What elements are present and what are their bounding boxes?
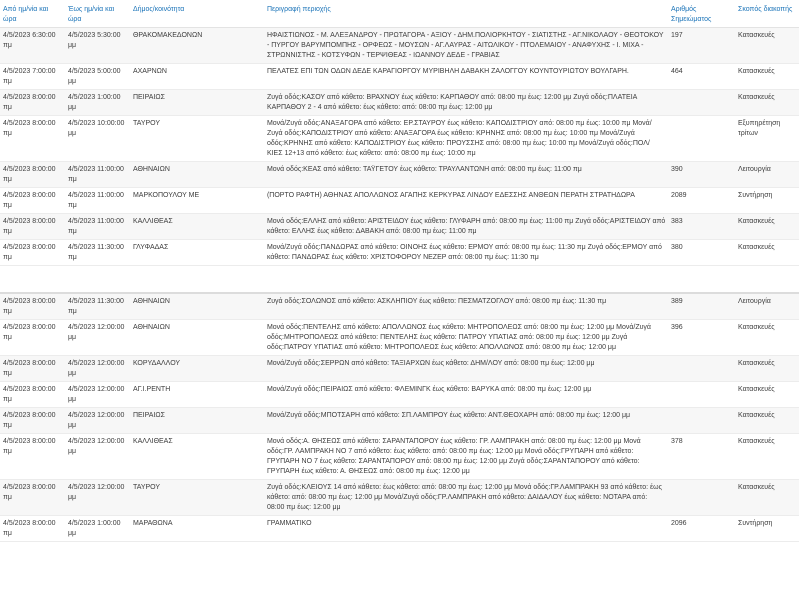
header-municipality[interactable]: Δήμος/κοινότητα — [132, 6, 185, 13]
cell-purpose: Κατασκευές — [738, 360, 775, 367]
table-row — [0, 28, 799, 64]
table-row — [0, 64, 799, 90]
cell-purpose: Κατασκευές — [738, 484, 775, 491]
cell-area: Μονά/Ζυγά οδός:ΜΠΟΤΣΑΡΗ από κάθετο: ΣΠ.ΛΑΜΠΡΟΥ έως κάθετο: ΑΝΤ.ΘΕΟΧΑΡΗ από: 08:00 πμ έως: 12:00 μμ — [266, 412, 631, 419]
cell-purpose: Συντήρηση — [738, 520, 773, 527]
cell-municipality: ΑΘΗΝΑΙΩΝ — [132, 166, 170, 173]
cell-area: ΠΕΛΑΤΕΣ ΕΠΙ ΤΩΝ ΟΔΩΝ ΔΕΔΕ ΚΑΡΑΓΙΟΡΓΟΥ ΜΥΡΙΒΗΛΗ ΔΑΒΑΚΗ ΖΑΛΟΓΓΟΥ ΚΟΥΝΤΟΥΡΙΩΤΟΥ ΒΟΥΛΓΑΡΗ. — [266, 68, 629, 75]
cell-number: 380 — [671, 244, 683, 251]
cell-to: 4/5/2023 1:00:00 μμ — [67, 94, 121, 111]
cell-number — [668, 382, 735, 408]
cell-number: 197 — [671, 32, 683, 39]
page-separator — [0, 266, 799, 294]
cell-purpose: Κατασκευές — [738, 438, 775, 445]
cell-area: (ΠΟΡΤΟ ΡΑΦΤΗ) ΑΘΗΝΑΣ ΑΠΟΛΛΩΝΟΣ ΑΓΑΠΗΣ ΚΕΡΚΥΡΑΣ ΛΙΝΔΟΥ ΕΔΕΣΣΗΣ ΑΝΘΕΩΝ ΠΕΡΑΤΗ ΣΤΡΑΤΗΔΩΡΑ — [266, 192, 635, 199]
outages-table — [0, 0, 799, 266]
table-row — [0, 90, 799, 116]
cell-to: 4/5/2023 11:30:00 πμ — [67, 298, 124, 315]
cell-municipality: ΠΕΙΡΑΙΩΣ — [132, 94, 165, 101]
cell-purpose: Κατασκευές — [738, 324, 775, 331]
cell-municipality: ΜΑΡΑΘΩΝΑ — [132, 520, 173, 527]
cell-from: 4/5/2023 8:00:00 πμ — [3, 120, 56, 137]
table-row — [0, 162, 799, 188]
cell-municipality: ΑΘΗΝΑΙΩΝ — [132, 298, 170, 305]
cell-area: Μονά/Ζυγά οδός:ΠΑΝΔΩΡΑΣ από κάθετο: ΟΙΝΟΗΣ έως κάθετο: ΕΡΜΟΥ από: 08:00 πμ έως: 11:30 πμ Ζυγά οδός:ΕΡΜΟΥ από κάθετο: ΠΑΝΔΩΡΑΣ έως κάθετο: ΧΡΙΣΤΟΦΟΡΟΥ ΝΕΖΕΡ από: 08:00 πμ έως: 11:30 πμ — [266, 244, 662, 261]
table-row — [0, 294, 799, 320]
cell-from: 4/5/2023 8:00:00 πμ — [3, 192, 56, 209]
cell-number: 383 — [671, 218, 683, 225]
cell-area: Μονά/Ζυγά οδός:ΣΕΡΡΩΝ από κάθετο: ΤΑΞΙΑΡΧΩΝ έως κάθετο: ΔΗΜ/ΛΟΥ από: 08:00 πμ έως: 12:00 μμ — [266, 360, 595, 367]
header-purpose[interactable]: Σκοπός διακοπής — [738, 6, 793, 13]
cell-number — [668, 480, 735, 516]
cell-area: ΗΦΑΙΣΤΙΩΝΟΣ - Μ. ΑΛΕΞΑΝΔΡΟΥ - ΠΡΩΤΑΓΟΡΑ - ΑΞΙΟΥ - ΔΗΜ.ΠΟΛΙΟΡΚΗΤΟΥ - ΣΙΑΤΙΣΤΗΣ - ΑΓ.ΝΙΚΟΛΑΟΥ - ΘΕΟΤΟΚΟΥ - ΠΥΡΓΟΥ ΒΑΡΥΜΠΟΜΠΗΣ - ΟΡΦΕΩΣ - ΜΟΥΣΩΝ - ΑΓ.ΛΑΥΡΑΣ - ΑΙΤΩΛΙΚΟΥ - ΠΤΟΛΕΜΑΙΟΥ - ΑΝΑΦΥΧΗΣ - Ι. ΜΙΧΑ - ΣΤΡΩΝΝΙΣΤΗΣ - ΚΟΤΣΥΦΩΝ - ΤΕΡΨΙΘΕΑΣ - ΙΩΑΝΝΟΥ ΔΕΔΕ - ΓΡΑΒΙΑΣ — [266, 32, 664, 59]
table-row — [0, 320, 799, 356]
cell-municipality: ΚΑΛΛΙΘΕΑΣ — [132, 218, 173, 225]
cell-municipality: ΤΑΥΡΟΥ — [132, 484, 161, 491]
cell-to: 4/5/2023 12:00:00 μμ — [67, 412, 125, 429]
cell-to: 4/5/2023 10:00:00 μμ — [67, 120, 125, 137]
cell-from: 4/5/2023 7:00:00 πμ — [3, 68, 56, 85]
cell-from: 4/5/2023 8:00:00 πμ — [3, 166, 56, 183]
cell-from: 4/5/2023 8:00:00 πμ — [3, 484, 56, 501]
cell-municipality: ΜΑΡΚΟΠΟΥΛΟΥ ΜΕ — [132, 192, 200, 199]
cell-to: 4/5/2023 12:00:00 μμ — [67, 386, 125, 403]
header-to[interactable]: Έως ημ/νία και ώρα — [67, 6, 115, 23]
cell-area: Μονά/Ζυγά οδός:ΠΕΙΡΑΙΩΣ από κάθετο: ΦΛΕΜΙΝΓΚ έως κάθετο: ΒΑΡΥΚΑ από: 08:00 πμ έως: 12:00 μμ — [266, 386, 592, 393]
cell-number: 2096 — [671, 520, 687, 527]
cell-from: 4/5/2023 8:00:00 πμ — [3, 438, 56, 455]
cell-number: 396 — [671, 324, 683, 331]
cell-to: 4/5/2023 5:00:00 μμ — [67, 68, 121, 85]
header-from[interactable]: Από ημ/νία και ώρα — [3, 6, 49, 23]
cell-area: Μονά οδός:ΠΕΝΤΕΛΗΣ από κάθετο: ΑΠΟΛΛΩΝΟΣ έως κάθετο: ΜΗΤΡΟΠΟΛΕΩΣ από: 08:00 πμ έως: 12:00 μμ Μονά/Ζυγά οδός:ΜΗΤΡΟΠΟΛΕΩΣ από κάθετο: ΠΕΝΤΕΛΗΣ έως κάθετο: ΠΑΤΡΟΥ ΥΠΑΤΙΑΣ από: 08:00 πμ έως: 12:00 μμ Ζυγά οδός:ΠΑΤΡΟΥ ΥΠΑΤΙΑΣ από κάθετο: ΜΗΤΡΟΠΟΛΕΩΣ έως κάθετο: ΑΠΟΛΛΩΝΟΣ από: 08:00 πμ έως: 12:00 μμ — [266, 324, 651, 351]
cell-number: 389 — [671, 298, 683, 305]
cell-municipality: ΓΛΥΦΑΔΑΣ — [132, 244, 169, 251]
cell-area: ΓΡΑΜΜΑΤΙΚΟ — [266, 520, 312, 527]
cell-from: 4/5/2023 8:00:00 πμ — [3, 360, 56, 377]
cell-to: 4/5/2023 1:00:00 μμ — [67, 520, 121, 537]
cell-purpose: Συντήρηση — [738, 192, 773, 199]
cell-from: 4/5/2023 8:00:00 πμ — [3, 412, 56, 429]
header-area[interactable]: Περιγραφή περιοχής — [266, 6, 331, 13]
cell-number — [668, 356, 735, 382]
cell-municipality: ΚΟΡΥΔΑΛΛΟΥ — [132, 360, 181, 367]
table-row — [0, 116, 799, 162]
table-row — [0, 356, 799, 382]
cell-to: 4/5/2023 11:00:00 πμ — [67, 166, 124, 183]
header-number[interactable]: Αριθμός Σημειώματος — [671, 6, 712, 23]
cell-from: 4/5/2023 8:00:00 πμ — [3, 386, 56, 403]
cell-purpose: Λειτουργία — [738, 298, 771, 305]
cell-purpose: Κατασκευές — [738, 218, 775, 225]
cell-municipality: ΑΘΗΝΑΙΩΝ — [132, 324, 170, 331]
cell-number: 378 — [671, 438, 683, 445]
table-row — [0, 214, 799, 240]
cell-to: 4/5/2023 12:00:00 μμ — [67, 360, 125, 377]
cell-municipality: ΠΕΙΡΑΙΩΣ — [132, 412, 165, 419]
cell-to: 4/5/2023 11:00:00 πμ — [67, 218, 124, 235]
cell-area: Μονά/Ζυγά οδός:ΑΝΑΞΑΓΟΡΑ από κάθετο: ΕΡ.ΣΤΑΥΡΟΥ έως κάθετο: ΚΑΠΟΔΙΣΤΡΙΟΥ από: 08:00 πμ έως: 10:00 πμ Μονά/Ζυγά οδός:ΚΑΠΟΔΙΣΤΡΙΟΥ από κάθετο: ΑΝΑΞΑΓΟΡΑ έως κάθετο: ΚΡΗΝΗΣ από: 08:00 πμ έως: 10:00 πμ Μονά/Ζυγά οδός:ΚΡΗΝΗΣ από κάθετο: ΚΑΠΟΔΙΣΤΡΙΟΥ έως κάθετο: ΠΡΟΥΣΣΗΣ από: 08:00 πμ έως: 10:00 πμ Μονά/Ζυγά οδός:ΠΟΛ/ ΚΙΕΣ 12+13 από κάθετο: έως κάθετο: από: 08:00 πμ έως: 10:00 πμ — [266, 120, 652, 157]
cell-purpose: Εξυπηρέτηση τρίτων — [738, 120, 781, 137]
cell-area: Μονά οδός:ΚΕΑΣ από κάθετο: ΤΑΫΓΕΤΟΥ έως κάθετο: ΤΡΑΥΛΑΝΤΩΝΗ από: 08:00 πμ έως: 11:00 πμ — [266, 166, 582, 173]
cell-to: 4/5/2023 12:00:00 μμ — [67, 438, 125, 455]
table-row — [0, 434, 799, 480]
cell-number: 2089 — [671, 192, 687, 199]
cell-area: Ζυγά οδός:ΣΟΛΩΝΟΣ από κάθετο: ΑΣΚΛΗΠΙΟΥ έως κάθετο: ΠΕΣΜΑΤΖΟΓΛΟΥ από: 08:00 πμ έως: 11:30 πμ — [266, 298, 607, 305]
cell-municipality: ΚΑΛΛΙΘΕΑΣ — [132, 438, 173, 445]
cell-to: 4/5/2023 11:30:00 πμ — [67, 244, 124, 261]
cell-purpose: Λειτουργία — [738, 166, 771, 173]
cell-from: 4/5/2023 8:00:00 πμ — [3, 520, 56, 537]
cell-purpose: Κατασκευές — [738, 32, 775, 39]
cell-municipality: ΑΓ.Ι.ΡΕΝΤΗ — [132, 386, 171, 393]
cell-municipality: ΘΡΑΚΟΜΑΚΕΔΟΝΩΝ — [132, 32, 203, 39]
cell-area: Μονά οδός:Α. ΘΗΣΕΩΣ από κάθετο: ΣΑΡΑΝΤΑΠΟΡΟΥ έως κάθετο: ΓΡ. ΛΑΜΠΡΑΚΗ από: 08:00 πμ έως: 12:00 μμ Μονά οδός:ΓΡ. ΛΑΜΠΡΑΚΗ ΝΟ 7 από κάθετο: έως κάθετο: από: 08:00 πμ έως: 12:00 μμ Μονά οδός:ΓΡΥΠΑΡΗ από κάθετο: ΓΡΥΠΑΡΗ ΝΟ 7 έως κάθετο: ΣΑΡΑΝΤΑΠΟΡΟΥ από: 08:00 πμ έως: 12:00 μμ Ζυγά οδός:ΣΑΡΑΝΤΑΠΟΡΟΥ από κάθετο: ΓΡΥΠΑΡΗ έως κάθετο: Α. ΘΗΣΕΩΣ από: 08:00 πμ έως: 12:00 μμ — [266, 438, 641, 475]
cell-to: 4/5/2023 11:00:00 πμ — [67, 192, 124, 209]
cell-from: 4/5/2023 8:00:00 πμ — [3, 218, 56, 235]
table-header-row — [0, 0, 799, 28]
cell-purpose: Κατασκευές — [738, 412, 775, 419]
cell-number — [668, 90, 735, 116]
cell-from: 4/5/2023 8:00:00 πμ — [3, 298, 56, 315]
cell-from: 4/5/2023 8:00:00 πμ — [3, 244, 56, 261]
cell-municipality: ΑΧΑΡΝΩΝ — [132, 68, 167, 75]
cell-to: 4/5/2023 12:00:00 μμ — [67, 324, 125, 341]
cell-number: 390 — [671, 166, 683, 173]
cell-municipality: ΤΑΥΡΟΥ — [132, 120, 161, 127]
cell-purpose: Κατασκευές — [738, 386, 775, 393]
table-row — [0, 382, 799, 408]
cell-from: 4/5/2023 6:30:00 πμ — [3, 32, 56, 49]
cell-to: 4/5/2023 12:00:00 μμ — [67, 484, 125, 501]
table-row — [0, 188, 799, 214]
cell-purpose: Κατασκευές — [738, 244, 775, 251]
cell-number — [668, 116, 735, 162]
table-row — [0, 240, 799, 266]
cell-area: Μονά οδός:ΕΛΛΗΣ από κάθετο: ΑΡΙΣΤΕΙΔΟΥ έως κάθετο: ΓΛΥΦΑΡΗ από: 08:00 πμ έως: 11:00 πμ Ζυγά οδός:ΑΡΙΣΤΕΙΔΟΥ από κάθετο: ΕΛΛΗΣ έως κάθετο: ΔΑΒΑΚΗ από: 08:00 πμ έως: 11:00 πμ — [266, 218, 666, 235]
cell-area: Ζυγά οδός:ΚΛΕΙΟΥΣ 14 από κάθετο: έως κάθετο: από: 08:00 πμ έως: 12:00 μμ Μονά οδός:ΓΡ.ΛΑΜΠΡΑΚΗ 93 από κάθετο: έως κάθετο: από: 08:00 πμ έως: 12:00 μμ Μονά/Ζυγά οδός:ΓΡ.ΛΑΜΠΡΑΚΗ από κάθετο: ΔΑΙΔΑΛΟΥ έως κάθετο: ΝΟΤΑΡΑ από: 08:00 πμ έως: 12:00 μμ — [266, 484, 662, 511]
table-row — [0, 408, 799, 434]
cell-from: 4/5/2023 8:00:00 πμ — [3, 324, 56, 341]
cell-number: 464 — [671, 68, 683, 75]
cell-from: 4/5/2023 8:00:00 πμ — [3, 94, 56, 111]
cell-area: Ζυγά οδός:ΚΑΣΟΥ από κάθετο: ΒΡΑΧΝΟΥ έως κάθετο: ΚΑΡΠΑΘΟΥ από: 08:00 πμ έως: 12:00 μμ Ζυγά οδός:ΠΛΑΤΕΙΑ ΚΑΡΠΑΘΟΥ 2 - 4 από κάθετο: έως κάθετο: από: 08:00 πμ έως: 12:00 μμ — [266, 94, 637, 111]
cell-number — [668, 408, 735, 434]
table-row — [0, 480, 799, 516]
table-row — [0, 516, 799, 542]
outages-table-page-2 — [0, 294, 799, 542]
cell-purpose: Κατασκευές — [738, 94, 775, 101]
cell-to: 4/5/2023 5:30:00 μμ — [67, 32, 121, 49]
cell-purpose: Κατασκευές — [738, 68, 775, 75]
